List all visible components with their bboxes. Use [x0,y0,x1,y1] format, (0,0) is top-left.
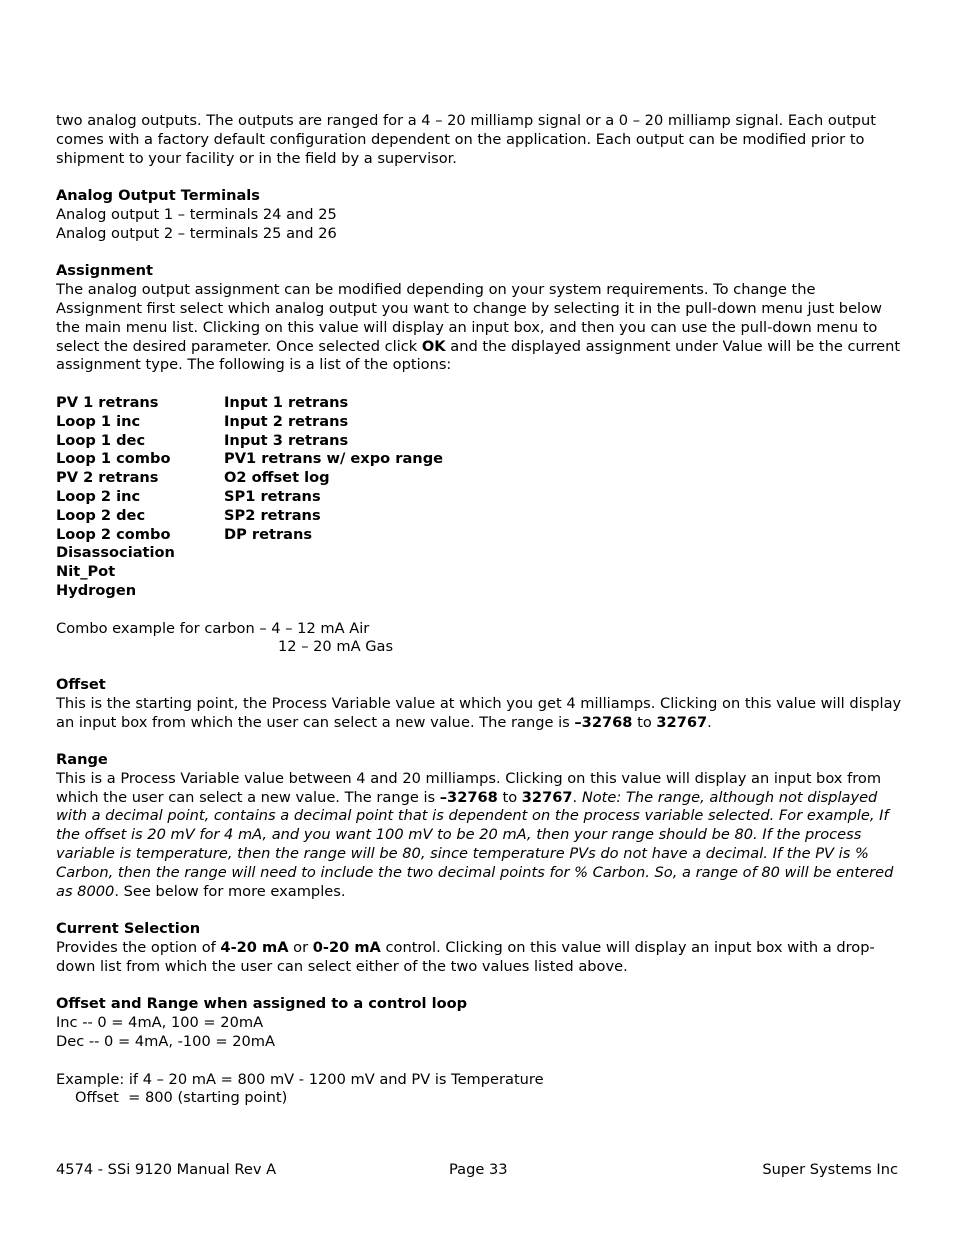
range-min: –32768 [439,788,498,806]
assignment-paragraph [56,281,902,375]
range-paragraph [56,770,902,902]
option-item: Disassociation [56,544,175,562]
option-item: Nit_Pot [56,563,116,581]
loop-inc-line: Inc -- 0 = 4mA, 100 = 20mA [56,1014,264,1032]
option-item: PV1 retrans w/ expo range [224,450,444,468]
footer-company: Super Systems Inc [762,1161,898,1178]
offset-max: 32767 [656,713,708,731]
assignment-text-b: and the displayed assignment under Value will be the current assignment type. The following is a list of the options: [56,337,901,374]
option-item: Loop 1 inc [56,412,141,430]
loop-dec-line: Dec -- 0 = 4mA, -100 = 20mA [56,1033,275,1051]
option-item: SP1 retrans [224,487,321,505]
offset-paragraph [56,695,902,733]
options-column-2 [224,394,624,601]
offset-text: This is the starting point, the Process Variable value at which you get 4 milliamps. Clicking on this value will display an input box from which the user can select a new value. The range is [56,694,902,731]
range-text: This is a Process Variable value between 4 and 20 milliamps. Clicking on this value will display an input box from which the user can select a new value. The range is [56,769,882,806]
option-item: Input 1 retrans [224,393,349,411]
offset-end: . [707,713,712,731]
options-column-1 [56,394,224,601]
page-content [56,112,902,1108]
intro-paragraph: two analog outputs. The outputs are ranged for a 4 – 20 milliamp signal or a 0 – 20 milliamp signal. Each output comes with a factory default configuration dependent on the application. Each output can be modified prior to shipment to your facility or in the field by a supervisor. [56,112,877,167]
page-footer [56,1160,898,1180]
range-max: 32767 [521,788,573,806]
combo-example-line-1: Combo example for carbon – 4 – 12 mA Air [56,619,370,637]
current-text-a: Provides the option of [56,939,221,957]
option-item: Loop 1 dec [56,431,146,449]
option-item: Input 3 retrans [224,431,349,449]
control-loop-heading: Offset and Range when assigned to a control loop [56,995,468,1013]
option-item: Loop 1 combo [56,450,171,468]
range-note: Note: The range, although not displayed with a decimal point, contains a decimal point that is dependent on the process variable selected. For example, If the offset is 20 mV for 4 mA, and you want 100 mV to be 20 mA, then your range should be 80. If the process variable is temperature, then the range will be 80, since temperature PVs do not have a decimal. If the PV is % Carbon, then the range will need to include the two decimal points for % Carbon. So, a range of 80 will be entered as 8000 [56,788,894,900]
current-option-0-20: 0-20 mA [312,939,381,957]
combo-example-line-2: 12 – 20 mA Gas [278,638,394,656]
current-selection-heading: Current Selection [56,920,201,938]
current-option-4-20: 4-20 mA [220,939,289,957]
option-item: Input 2 retrans [224,412,349,430]
assignment-heading: Assignment [56,262,153,280]
example-line-2: Offset = 800 (starting point) [75,1089,288,1107]
ok-label: OK [421,337,446,355]
option-item: O2 offset log [224,469,330,487]
example-line-1: Example: if 4 – 20 mA = 800 mV - 1200 mV and PV is Temperature [56,1070,544,1088]
offset-heading: Offset [56,675,106,693]
current-text-b: control. Clicking on this value will display an input box with a drop-down list from which the user can select either of the two values listed above. [56,939,875,975]
option-item: PV 1 retrans [56,393,159,411]
offset-to: to [632,713,657,731]
range-tail: . See below for more examples. [114,882,346,900]
option-item: Loop 2 combo [56,525,171,543]
option-item: Loop 2 inc [56,487,141,505]
option-item: Loop 2 dec [56,506,146,524]
option-item: PV 2 retrans [56,469,159,487]
assignment-options-table [56,394,902,601]
option-item: Hydrogen [56,581,137,599]
current-selection-paragraph [56,939,902,977]
current-or: or [288,939,313,957]
option-item: DP retrans [224,525,313,543]
offset-min: –32768 [574,713,633,731]
range-dot: . [572,788,582,806]
footer-document-id: 4574 - SSi 9120 Manual Rev A [56,1161,277,1178]
assignment-text-a: The analog output assignment can be modified depending on your system requirements. To change the Assignment first select which analog output you want to change by selecting it in the pull-down menu just below the main menu list. Clicking on this value will display an input box, and then you can use the pull-down menu to select the desired parameter. Once selected click [56,281,882,355]
option-item: SP2 retrans [224,506,321,524]
range-to: to [497,788,522,806]
terminals-heading: Analog Output Terminals [56,187,260,205]
terminal-line-2: Analog output 2 – terminals 25 and 26 [56,224,337,242]
range-heading: Range [56,751,108,769]
footer-page-number: Page 33 [449,1161,508,1178]
terminal-line-1: Analog output 1 – terminals 24 and 25 [56,205,337,223]
